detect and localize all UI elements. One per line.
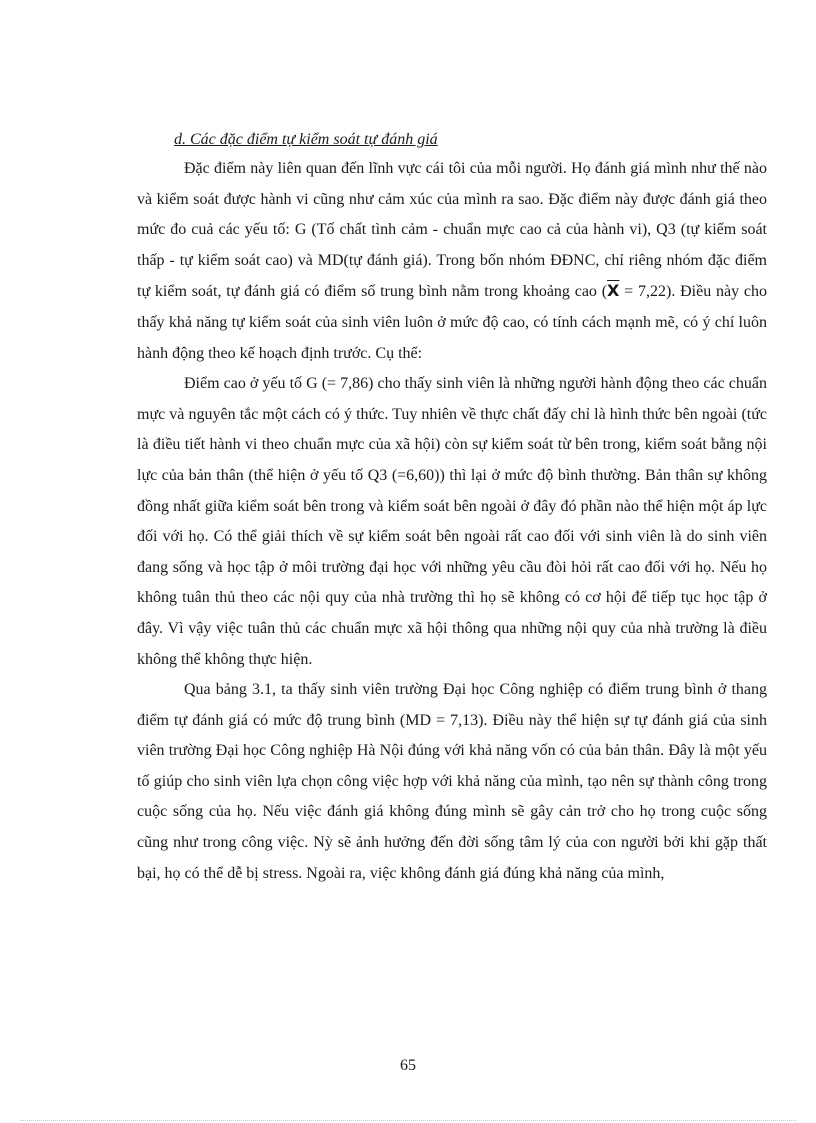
paragraph-1-text-b: = 7,22). Điều này cho thấy khả năng tự kiểm soát của sinh viên luôn ở mức độ cao, có tính cách mạnh mẽ, có ý chí luôn hành động theo kế hoạch định trước. Cụ thể: bbox=[137, 283, 768, 362]
page-bottom-divider bbox=[20, 1120, 796, 1121]
paragraph-1-text-a: Đặc điểm này liên quan đến lĩnh vực cái tôi của mỗi người. Họ đánh giá mình như thế nào và kiểm soát được hành vi cũng như cảm xúc của mình ra sao. Đặc điểm này được đánh giá theo mức đo cuả các yếu tố: G (Tố chất tình cảm - chuẩn mực cao cả của hành vi), Q3 (tự kiểm soát thấp - tự kiểm soát cao) và MD(tự đánh giá). Trong bốn nhóm ĐĐNC, chỉ riêng nhóm đặc điểm tự kiểm soát, tự đánh giá có điểm số trung bình nằm trong khoảng cao ( bbox=[137, 160, 767, 301]
paragraph-1 bbox=[137, 154, 767, 369]
paragraph-2: Điểm cao ở yếu tố G (= 7,86) cho thấy sinh viên là những người hành động theo các chuẩn mực và nguyên tắc một cách có ý thức. Tuy nhiên về thực chất đấy chỉ là hình thức bên ngoài (tức là điều tiết hành vi theo chuẩn mực của xã hội) còn sự kiểm soát từ bên trong, kiểm soát bằng nội lực của bản thân (thể hiện ở yếu tố Q3 (=6,60)) thì lại ở mức độ bình thường. Bản thân sự không đồng nhất giữa kiểm soát bên trong và kiểm soát bên ngoài ở đây đó phần nào thể hiện một áp lực đối với họ. Có thể giải thích về sự kiểm soát bên ngoài rất cao đối với sinh viên là do sinh viên đang sống và học tập ở môi trường đại học với những yêu cầu đòi hỏi rất cao đối với họ. Nếu họ không tuân thủ theo các nội quy của nhà trường thì họ sẽ không có cơ hội để tiếp tục học tập ở đây. Vì vậy việc tuân thủ các chuẩn mực xã hội thông qua những nội quy của nhà trường là điều không thể không thực hiện. bbox=[137, 375, 767, 668]
section-heading: d. Các đặc điểm tự kiểm soát tự đánh giá bbox=[174, 131, 438, 148]
page-body bbox=[137, 128, 767, 889]
paragraph-3: Qua bảng 3.1, ta thấy sinh viên trường Đại học Công nghiệp có điểm trung bình ở thang điểm tự đánh giá có mức độ trung bình (MD = 7,13). Điều này thể hiện sự tự đánh giá của sinh viên trường Đại học Công nghiệp Hà Nội đúng với khả năng vốn có của bản thân. Đây là một yếu tố giúp cho sinh viên lựa chọn công việc hợp với khả năng của mình, tạo nên sự thành công trong cuộc sống của họ. Nếu việc đánh giá không đúng mình sẽ gây cản trở cho họ trong cuộc sống cũng như trong công việc. Nỳ sẽ ảnh hưởng đến đời sống tâm lý của con người bởi khi gặp thất bại, họ có thể dễ bị stress. Ngoài ra, việc không đánh giá đúng khả năng của mình, bbox=[137, 681, 767, 882]
page-number: 65 bbox=[400, 1057, 416, 1074]
mean-symbol: $\overline{X}$ bbox=[607, 281, 620, 301]
